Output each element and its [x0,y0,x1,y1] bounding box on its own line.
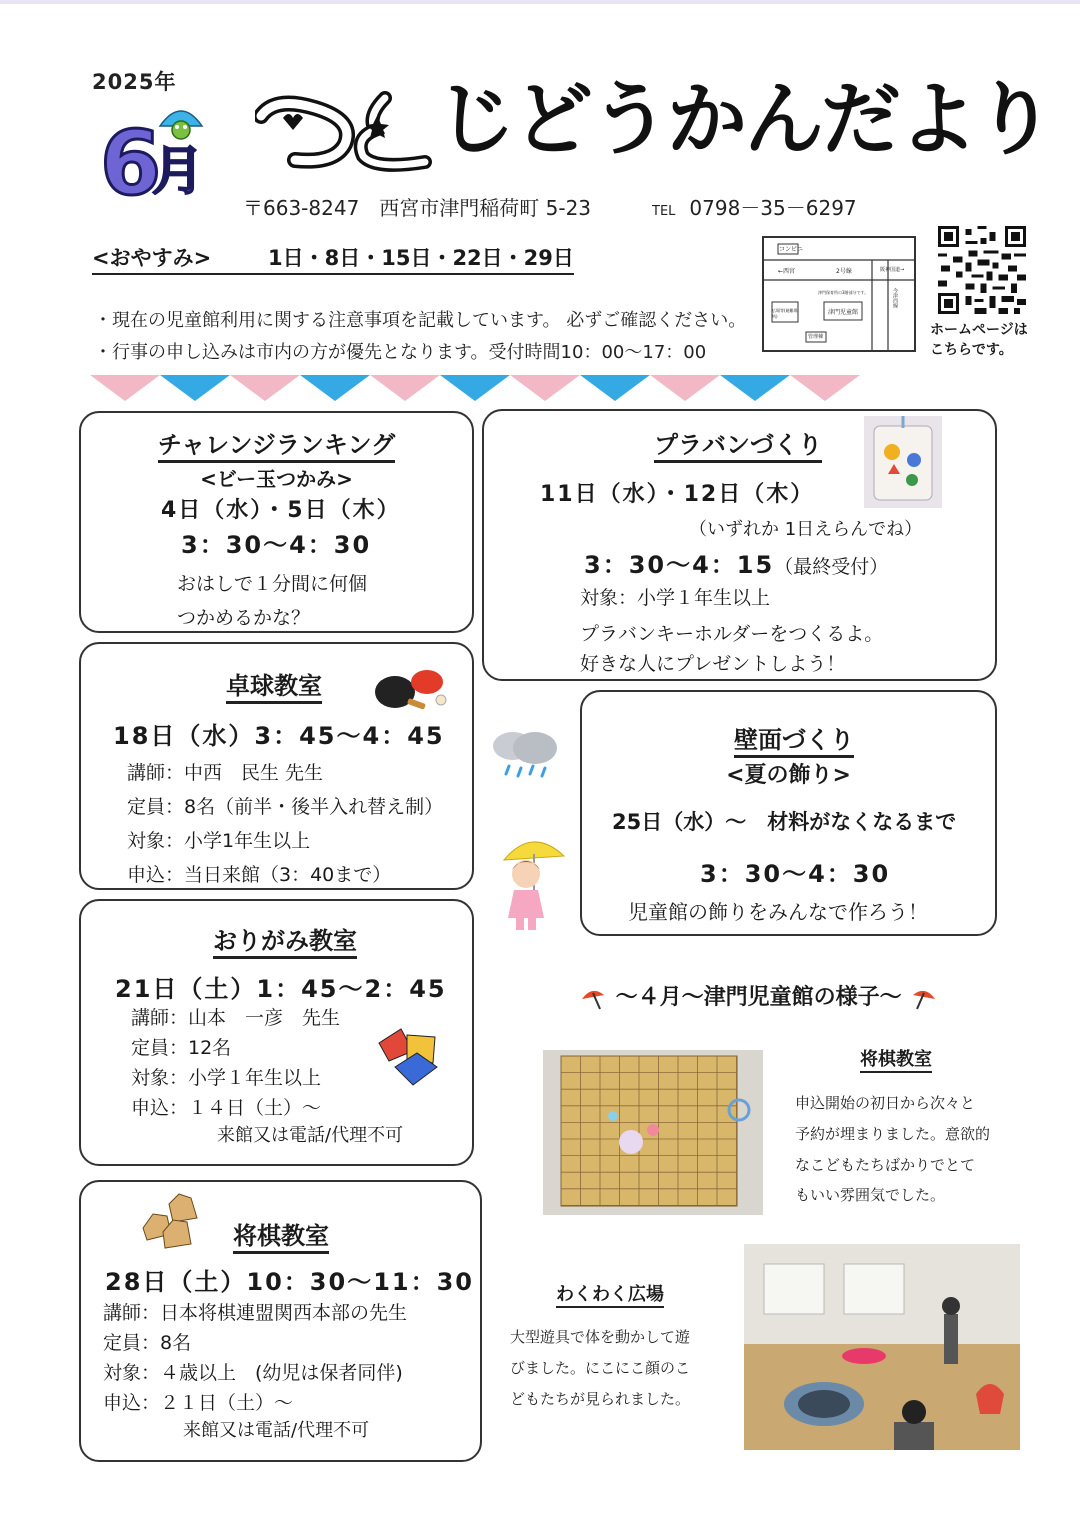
map-label-imazu: 今津西線 [892,288,898,308]
bunting-flag [790,375,860,401]
report-hiroba-text [510,1322,690,1414]
report-hiroba-line-3: どもたちが見られました。 [510,1389,691,1408]
tsuto-logo [255,86,435,176]
holiday-dates: 1日・8日・15日・22日・29日 [268,246,574,270]
tel-number: 0798－35－6297 [689,196,857,220]
bunting-flag [370,375,440,401]
pingpong-capacity: 定員：8名（前半・後半入れ替え制） [127,796,444,818]
pingpong-datetime: 18日（水）3：45～4：45 [113,722,445,750]
shogi-target: 対象：４歳以上 (幼児は保者同伴) [103,1362,403,1384]
challenge-date: 4日（水）・5日（木） [161,498,401,523]
report-shogi-text [795,1088,990,1211]
qr-label [930,320,1028,361]
pingpong-title: 卓球教室 [226,666,322,704]
challenge-title: チャレンジランキング [81,425,472,460]
wall-time: 3：30～4：30 [700,860,891,888]
report-hiroba-title: わくわく広場 [556,1280,664,1308]
wall-title: 壁面づくり [734,720,854,758]
report-hiroba-line-1: 大型遊具で体を動かして遊 [510,1328,691,1346]
qr-label-line2: こちらです。 [930,342,1013,359]
map-label-kanri: 管理棟 [808,334,824,340]
bunting-flag [160,375,230,401]
report-shogi-line-4: もいい雰囲気でした。 [795,1186,946,1205]
report-heading [578,980,939,1011]
origami-apply-2: 来館又は電話/代理不可 [217,1125,404,1146]
origami-title: おりがみ教室 [213,921,357,959]
shogi-capacity: 定員：8名 [103,1332,192,1354]
report-shogi-line-3: なこどもたちばかりでとて [795,1155,976,1174]
bunting-flag [650,375,720,401]
tel-label: TEL [652,204,676,219]
qr-label-line1: ホームページは [930,322,1028,338]
map-label-jidokan: 津門児童館 [828,309,859,316]
origami-apply: 申込：１４日（土）～ [131,1097,322,1119]
plaban-target: 対象：小学１年生以上 [580,587,771,609]
rain-cloud-icon [487,726,567,782]
bunting-flag [300,375,370,401]
map-label-nishinomiya: ←西宮 [778,268,796,275]
holiday-label: <おやすみ> [92,246,212,270]
origami-datetime: 21日（土）1：45～2：45 [115,975,447,1003]
challenge-subtitle: <ビー玉つかみ> [200,467,353,491]
challenge-desc-2: つかめるかな？ [177,607,311,629]
report-shogi-line-2: 予約が埋まりました。意欲的 [795,1124,991,1143]
map-label-conbini: コンビニ [779,246,804,253]
phone [652,192,857,221]
pingpong-teacher: 講師：中西 民生 先生 [127,762,324,784]
month-badge [100,110,210,220]
map-label-hanshin: 阪神国道→ [880,267,905,273]
card-wall-decoration [580,690,997,936]
bunting-flag [510,375,580,401]
challenge-time: 3：30～4：30 [181,531,372,559]
plaban-time-note: （最終受付） [774,556,889,578]
shogi-piece-icon [139,1192,201,1250]
month-number: 6 [100,112,162,215]
plaban-title: プラバンづくり [654,425,822,463]
umbrella-icon-left [578,985,608,1011]
qr-code-icon[interactable] [938,226,1026,314]
report-shogi-title: 将棋教室 [860,1045,932,1073]
bunting-flag [440,375,510,401]
holiday-line [92,242,574,275]
bunting-decoration [90,375,865,403]
bunting-flag [580,375,650,401]
month-kanji: 月 [152,142,205,202]
shogi-class-photo [543,1050,763,1215]
pingpong-apply: 申込：当日来館（3：40まで） [127,864,392,886]
origami-capacity: 定員：12名 [131,1037,232,1059]
shogi-apply-2: 来館又は電話/代理不可 [183,1420,370,1441]
note-1: ・現在の児童館利用に関する注意事項を記載しています。 必ずご確認ください。 [94,310,747,331]
umbrella-icon-right [909,985,939,1011]
year-label: 2025年 [92,70,177,94]
ping-pong-icon [371,666,451,714]
plaban-time: 3：30～4：15 [584,551,775,579]
report-heading-text: ～４月～津門児童館の様子～ [615,985,902,1010]
report-shogi-line-1: 申込開始の初日から次々と [795,1094,976,1112]
map-label-route2: 2号線 [836,268,852,275]
plaban-desc-1: プラバンキーホルダーをつくるよ。 [580,623,884,645]
shogi-board-graphic [543,1050,763,1215]
pingpong-target: 対象：小学1年生以上 [127,830,311,852]
newsletter-title: じどうかんだより [436,73,1052,166]
access-map [762,236,916,352]
card-origami [79,899,474,1166]
map-label-hiroba: 広場等(避難場所) [772,308,798,319]
hiroba-photo [744,1244,1020,1450]
plaban-note: （いずれか 1日えらんでね） [689,519,923,540]
wall-desc: 児童館の飾りをみんなで作ろう！ [628,900,928,924]
playroom-graphic [744,1244,1020,1450]
wall-date: 25日（水）～ 材料がなくなるまで [612,810,957,834]
wall-subtitle: <夏の飾り> [726,763,851,788]
origami-teacher: 講師：山本 一彦 先生 [131,1007,341,1029]
origami-crane-icon [377,1027,443,1089]
frog-umbrella-icon [156,102,206,142]
note-2: ・行事の申し込みは市内の方が優先となります。受付時間10：00～17：00 [94,342,707,363]
address: 〒663-8247 西宮市津門稲荷町 5-23 [243,196,592,220]
keyholder-photo [864,416,942,508]
plaban-time-block [584,545,888,580]
plaban-desc-2: 好きな人にプレゼントしよう！ [580,653,846,675]
shogi-datetime: 28日（土）10：30～11：30 [105,1268,474,1296]
card-plaban [482,409,997,681]
card-challenge-ranking [79,411,474,633]
shogi-apply: 申込：２１日（土）～ [103,1392,294,1414]
bunting-flag [230,375,300,401]
map-label-hoikusho: 津門保育所の3階部分です。 [818,290,869,295]
bunting-flag [90,375,160,401]
card-table-tennis [79,642,474,890]
card-shogi [79,1180,482,1462]
bunting-flag [720,375,790,401]
girl-umbrella-icon [496,832,570,936]
challenge-desc-1: おはしで１分間に何個 [177,573,368,595]
plaban-date: 11日（水）・12日（木） [540,482,815,507]
origami-target: 対象：小学１年生以上 [131,1067,322,1089]
shogi-title: 将棋教室 [233,1216,329,1254]
shogi-teacher: 講師：日本将棋連盟関西本部の先生 [103,1302,408,1324]
report-hiroba-line-2: びました。にこにこ顔のこ [510,1358,691,1377]
